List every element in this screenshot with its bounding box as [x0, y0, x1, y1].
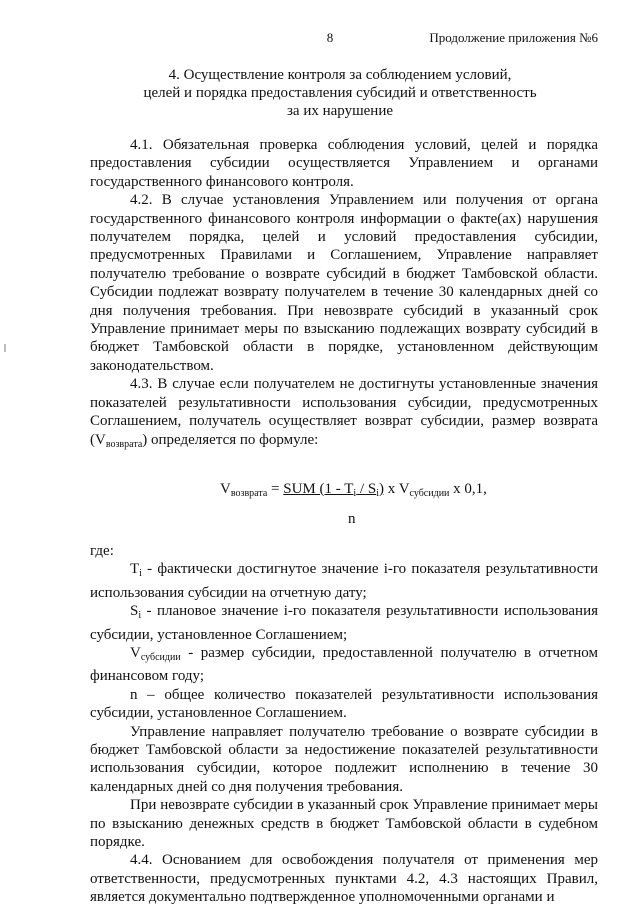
- definition-s-text: - плановое значение i-го показателя результативности использования субсидии, установленное Соглашением;: [90, 603, 598, 643]
- formula-numerator: [283, 481, 384, 497]
- document-body: [90, 136, 598, 907]
- definition-v-text: - размер субсидии, предоставленной получателю в отчетном финансовом году;: [90, 644, 598, 685]
- section-title-line-2: целей и порядка предоставления субсидий и ответственность: [143, 85, 537, 101]
- formula-s-subscript: i: [376, 487, 379, 499]
- paragraph-4-1: 4.1. Обязательная проверка соблюдения условий, целей и порядка предоставления субсидии осуществляется Управлением и органами государственного финансового контроля.: [90, 137, 598, 190]
- formula-t-subscript: i: [353, 487, 357, 499]
- definition-t-text: - фактически достигнутое значение i-го показателя результативности использования субсидии на отчетную дату;: [90, 561, 598, 601]
- definition-s: [90, 602, 598, 644]
- paragraph-court: При невозврате субсидии в указанный срок Управление принимает меры по взысканию денежных средств в бюджет Тамбовской области в судебном порядке.: [90, 797, 598, 850]
- paragraph-4-2: 4.2. В случае установления Управлением или получения от органа государственного финансового контроля информации о факте(ах) нарушения получателем порядка, целей и условий предоставления субсидии, предусмотренных Правилами и Соглашением, Управление направляет получателю требование о возврате субсидий в бюджет Тамбовской области. Субсидии подлежат возврату получателем в течение 30 календарных дней со дня получения требования. При невозврате субсидий в указанный срок Управление принимает меры по взысканию подлежащих возврату субсидий в бюджет Тамбовской области в порядке, установленном действующим законодательством.: [90, 192, 598, 374]
- definition-n: n – общее количество показателей результативности использования субсидии, установленное Соглашением.: [90, 686, 598, 722]
- definition-v-subscript: субсидии: [140, 651, 181, 663]
- appendix-note: Продолжение приложения №6: [429, 30, 598, 45]
- formula-v-subscript: возврата: [230, 487, 268, 499]
- formula-equals: =: [267, 480, 284, 497]
- paragraph-requirement: Управление направляет получателю требование о возврате субсидии в бюджет Тамбовской области за недостижение показателей результативности использования субсидии, которое подлежит исполнению в течение 30 календарных дней со дня получения требования.: [90, 723, 598, 795]
- paragraph-4-3-end: ) определяется по формуле:: [142, 431, 319, 448]
- paragraph-4-3: [90, 375, 598, 454]
- margin-mark: [4, 344, 6, 352]
- paragraph-4-3-text: 4.3. В случае если получателем не достигнуты установленные значения показателей результативности использования субсидии, предусмотренных Соглашением, получатель осуществляет возврат субсидии, размер возврата (V: [90, 376, 598, 448]
- definition-t-symbol: T: [130, 561, 140, 578]
- definition-s-symbol: S: [130, 603, 139, 620]
- formula: [90, 454, 598, 542]
- paragraph-4-4: 4.4. Основанием для освобождения получателя от применения мер ответственности, предусмотренных пунктами 4.2, 4.3 настоящих Правил, является документально подтвержденное уполномоченными органами и: [90, 852, 598, 906]
- formula-slash: / S: [356, 480, 377, 497]
- formula-denominator: n: [348, 510, 356, 527]
- paragraph-4-3-subscript: возврата: [105, 438, 143, 450]
- formula-expression: [220, 480, 487, 503]
- formula-v: V: [220, 480, 231, 497]
- formula-close: ): [378, 480, 384, 497]
- definition-t-subscript: i: [139, 568, 142, 580]
- definitions-intro: где:: [90, 542, 114, 559]
- formula-times: x V: [383, 480, 410, 497]
- definition-t: [90, 560, 598, 602]
- section-title-line-3: за их нарушение: [286, 103, 394, 119]
- definition-v-symbol: V: [130, 644, 141, 661]
- definition-v: [90, 644, 598, 686]
- section-title-line-1: 4. Осуществление контроля за соблюдением условий,: [168, 67, 512, 83]
- definition-s-subscript: i: [138, 610, 142, 622]
- formula-sum: SUM (1 - T: [283, 480, 354, 497]
- section-title: [90, 66, 590, 120]
- formula-tail: x 0,1,: [449, 480, 487, 497]
- formula-vs-subscript: субсидии: [409, 487, 450, 499]
- page-number: 8: [326, 30, 334, 45]
